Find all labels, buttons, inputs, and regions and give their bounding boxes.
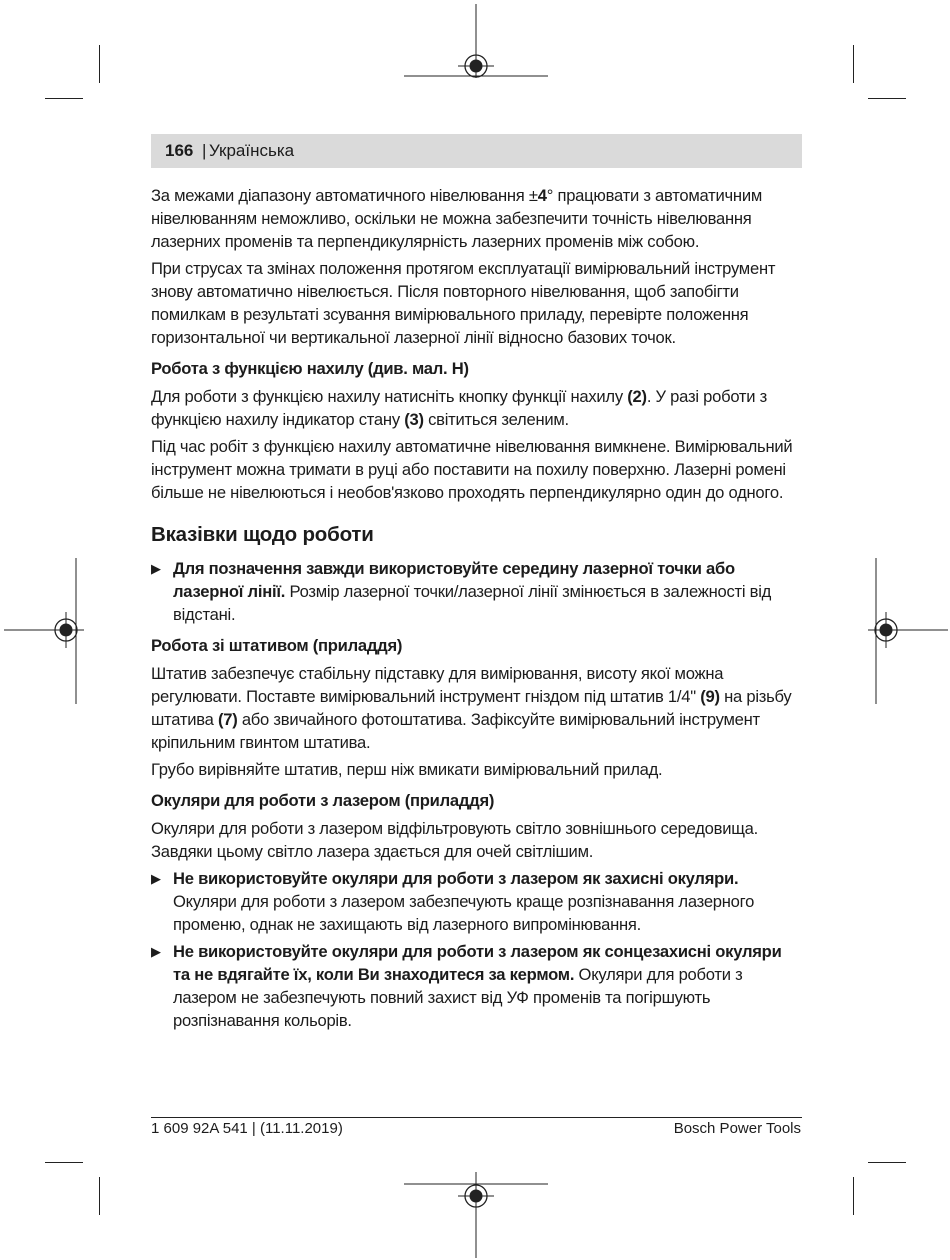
bullet-not-safety-glasses: ▶ Не використовуйте окуляри для роботи з лазером як захисні окуляри. Окуляри для роботи з лазером забезпечують краще розпізнавання лазерного променю, однак не захищають від лазерного випромінювання. bbox=[151, 869, 755, 934]
tilt-paragraph-1: Для роботи з функцією нахилу натисніть кнопку функції нахилу (2). У разі роботи з функцією нахилу індикатор стану (3) світиться зеленим. bbox=[151, 387, 768, 429]
registration-mark-top bbox=[402, 4, 550, 94]
bullet-marker-icon: ▶ bbox=[151, 944, 161, 959]
tilt-paragraph-2: Під час робіт з функцією нахилу автоматичне нівелювання вимкнене. Вимірювальний інструмент можна тримати в руці або поставити на похилу поверхню. Лазерні ромені більше не нівелюються і необов'язково проходять перпендикулярно один до одного. bbox=[151, 437, 793, 502]
header-separator: | bbox=[202, 141, 207, 160]
section-title: Вказівки щодо роботи bbox=[151, 523, 374, 546]
crop-mark bbox=[868, 1162, 906, 1163]
bullet-marker-icon: ▶ bbox=[151, 871, 161, 886]
bullet-not-sunglasses: ▶ Не використовуйте окуляри для роботи з лазером як сонцезахисні окуляри та не вдягайте їх, коли Ви знаходитеся за кермом. Окуляри для роботи з лазером не забезпечують повний захист від УФ променів та погіршують розпізнавання кольорів. bbox=[151, 942, 782, 1030]
footer-rule bbox=[151, 1117, 802, 1118]
crop-mark bbox=[99, 1177, 100, 1215]
footer-brand: Bosch Power Tools bbox=[673, 1120, 801, 1137]
glasses-heading: Окуляри для роботи з лазером (приладдя) bbox=[151, 791, 495, 810]
crop-mark bbox=[99, 45, 100, 83]
bullet-laser-point: ▶ Для позначення завжди використовуйте середину лазерної точки або лазерної лінії. Розмір лазерної точки/лазерної лінії змінюється в залежності від відстані. bbox=[151, 559, 772, 624]
registration-mark-right bbox=[868, 558, 948, 704]
crop-mark bbox=[853, 45, 854, 83]
page-number: 166 bbox=[165, 141, 194, 160]
footer-document-id: 1 609 92A 541 | (11.11.2019) bbox=[151, 1120, 343, 1137]
crop-mark bbox=[853, 1177, 854, 1215]
tripod-paragraph-1: Штатив забезпечує стабільну підставку для вимірювання, висоту якої можна регулювати. Поставте вимірювальний інструмент гніздом під штатив 1/4" (9) на різьбу штатива (7) або звичайного фотоштатива. Зафіксуйте вимірювальний інструмент кріпильним гвинтом штатива. bbox=[151, 664, 792, 752]
glasses-paragraph: Окуляри для роботи з лазером відфільтровують світло зовнішнього середовища. Завдяки цьому світло лазера здається для очей світлішим. bbox=[151, 819, 758, 861]
page-header bbox=[151, 134, 802, 168]
tripod-paragraph-2: Грубо вирівняйте штатив, перш ніж вмикати вимірювальний прилад. bbox=[151, 760, 663, 779]
registration-mark-bottom bbox=[402, 1172, 550, 1258]
tilt-heading: Робота з функцією нахилу (див. мал. H) bbox=[151, 359, 469, 378]
crop-mark bbox=[45, 1162, 83, 1163]
crop-mark bbox=[45, 98, 83, 99]
crop-mark bbox=[868, 98, 906, 99]
registration-mark-left bbox=[4, 558, 84, 704]
tripod-heading: Робота зі штативом (приладдя) bbox=[151, 636, 403, 655]
paragraph-auto-leveling-range: За межами діапазону автоматичного нівелювання ±4° працювати з автоматичним нівелюванням неможливо, оскільки не можна забезпечити точність нівелювання лазерних променів та перпендикулярність лазерних променів між собою. bbox=[151, 186, 762, 251]
page-content bbox=[151, 184, 801, 1036]
paragraph-relevelling: При струсах та змінах положення протягом експлуатації вимірювальний інструмент знову автоматично нівелюється. Після повторного нівелювання, щоб запобігти помилкам в результаті зсування вимірювального приладу, перевірте положення горизонтальної чи вертикальної лазерної лінії відносно базових точок. bbox=[151, 259, 776, 347]
language-label: Українська bbox=[209, 141, 295, 160]
bullet-marker-icon: ▶ bbox=[151, 561, 161, 576]
